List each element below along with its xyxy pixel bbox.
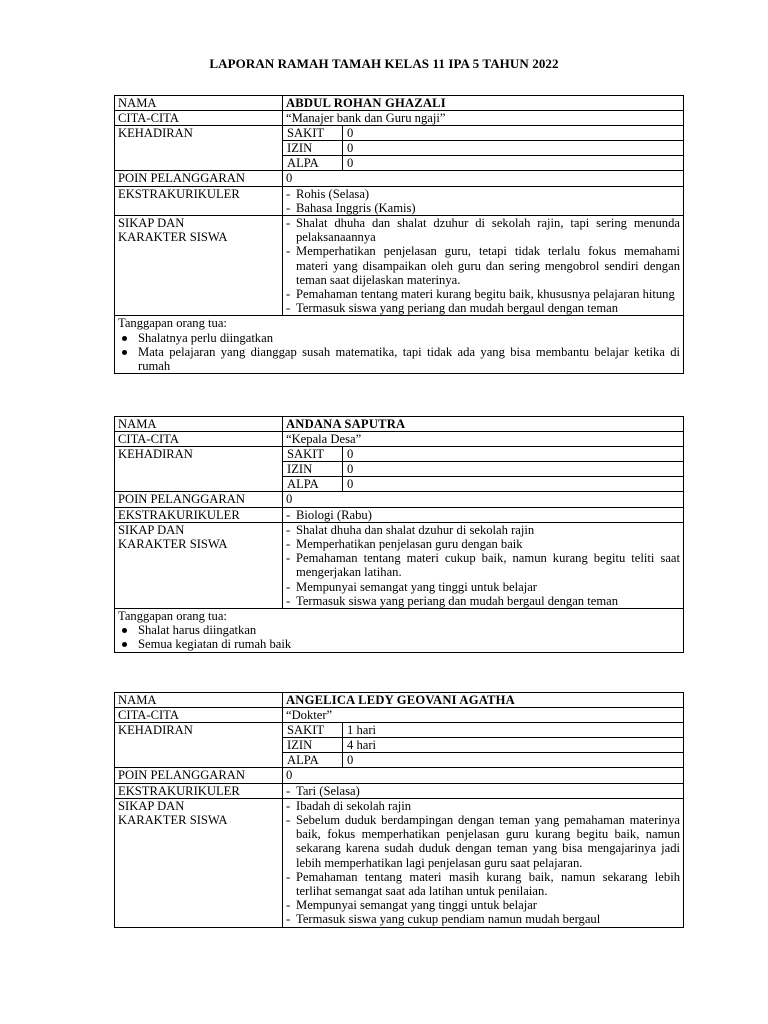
student-card <box>114 692 684 928</box>
ekstra-cell <box>283 507 684 522</box>
label-poin: POIN PELANGGARAN <box>115 171 283 186</box>
label-sikap: SIKAP DAN KARAKTER SISWA <box>115 522 283 608</box>
alpa-value: 0 <box>347 753 354 768</box>
row-cita <box>115 111 684 126</box>
row-nama <box>115 417 684 432</box>
sikap-item: - Ibadah di sekolah rajin <box>286 799 680 813</box>
sakit-value: 0 <box>343 447 684 462</box>
izin-value: 4 hari <box>343 738 684 753</box>
ekstra-cell <box>283 783 684 798</box>
report-title: LAPORAN RAMAH TAMAH KELAS 11 IPA 5 TAHUN 2022 <box>209 56 559 71</box>
tanggapan-label: Tanggapan orang tua: <box>118 316 227 331</box>
label-izin: IZIN <box>283 141 343 156</box>
label-kehadiran: KEHADIRAN <box>115 723 283 768</box>
row-tanggapan <box>115 316 684 374</box>
poin-value: 0 <box>283 492 684 507</box>
ekstra-item: - Biologi (Rabu) <box>286 508 680 522</box>
label-kehadiran: KEHADIRAN <box>115 126 283 171</box>
sakit-value: 1 hari <box>343 723 684 738</box>
kehadiran-table <box>283 447 683 491</box>
label-sakit: SAKIT <box>283 723 343 738</box>
poin-value: 0 <box>283 768 684 783</box>
sikap-cell <box>283 522 684 608</box>
kehadiran-cell <box>283 447 684 492</box>
row-ekstra <box>115 507 684 522</box>
label-nama: NAMA <box>115 417 283 432</box>
sikap-item: - Mempunyai semangat yang tinggi untuk belajar <box>286 898 680 912</box>
alpa-value: 0 <box>347 156 354 171</box>
sikap-item: - Termasuk siswa yang periang dan mudah bergaul dengan teman <box>286 301 680 315</box>
label-alpa: ALPA <box>283 753 343 768</box>
row-poin <box>115 171 684 186</box>
ekstra-item: - Tari (Selasa) <box>286 784 680 798</box>
izin-value: 0 <box>343 141 684 156</box>
student-card <box>114 95 684 374</box>
label-sikap: SIKAP DAN KARAKTER SISWA <box>115 798 283 927</box>
sikap-item: - Termasuk siswa yang periang dan mudah bergaul dengan teman <box>286 594 680 608</box>
row-nama <box>115 96 684 111</box>
label-nama: NAMA <box>115 693 283 708</box>
tanggapan-item: Shalatnya perlu diingatkan <box>118 331 680 345</box>
row-kehadiran <box>115 447 684 492</box>
tanggapan-item: Mata pelajaran yang dianggap susah matematika, tapi tidak ada yang bisa membantu belajar ketika di rumah <box>118 345 680 373</box>
sakit-value: 0 <box>343 126 684 141</box>
sikap-item: - Pemahaman tentang materi kurang begitu baik, khususnya pelajaran hitung <box>286 287 680 301</box>
row-nama <box>115 693 684 708</box>
poin-value: 0 <box>283 171 684 186</box>
label-sakit: SAKIT <box>283 447 343 462</box>
tanggapan-item: Shalat harus diingatkan <box>118 623 680 637</box>
sikap-item: - Pemahaman tentang materi cukup baik, namun kurang begitu teliti saat mengerjakan latihan. <box>286 551 680 579</box>
ekstra-item: - Bahasa Inggris (Kamis) <box>286 201 680 215</box>
row-poin <box>115 492 684 507</box>
row-kehadiran <box>115 126 684 171</box>
row-ekstra <box>115 783 684 798</box>
student-name: ANGELICA LEDY GEOVANI AGATHA <box>283 693 684 708</box>
student-card <box>114 416 684 653</box>
label-izin: IZIN <box>283 738 343 753</box>
sikap-cell <box>283 216 684 316</box>
label-nama: NAMA <box>115 96 283 111</box>
ekstra-cell <box>283 186 684 215</box>
row-cita <box>115 432 684 447</box>
student-name: ANDANA SAPUTRA <box>283 417 684 432</box>
cita-value: “Kepala Desa” <box>283 432 684 447</box>
kehadiran-cell <box>283 723 684 768</box>
cita-value: “Manajer bank dan Guru ngaji” <box>283 111 684 126</box>
label-poin: POIN PELANGGARAN <box>115 768 283 783</box>
label-cita: CITA-CITA <box>115 708 283 723</box>
row-cita <box>115 708 684 723</box>
sikap-item: - Shalat dhuha dan shalat dzuhur di sekolah rajin <box>286 523 680 537</box>
label-alpa: ALPA <box>283 477 343 492</box>
row-tanggapan <box>115 609 684 653</box>
sikap-item: - Memperhatikan penjelasan guru dengan baik <box>286 537 680 551</box>
kehadiran-cell <box>283 126 684 171</box>
row-sikap <box>115 522 684 608</box>
student-name: ABDUL ROHAN GHAZALI <box>283 96 684 111</box>
sikap-item: - Shalat dhuha dan shalat dzuhur di sekolah rajin, tapi sering menunda pelaksanaannya <box>286 216 680 244</box>
label-kehadiran: KEHADIRAN <box>115 447 283 492</box>
sikap-item: - Memperhatikan penjelasan guru, tetapi tidak terlalu fokus memahami materi yang disampaikan oleh guru dan sering mengobrol sendiri dengan teman saat dijelaskan materinya. <box>286 244 680 287</box>
sikap-item: - Pemahaman tentang materi masih kurang baik, namun sekarang lebih terlihat semangat saat ada latihan untuk penilaian. <box>286 870 680 898</box>
row-sikap <box>115 216 684 316</box>
sikap-item: - Termasuk siswa yang cukup pendiam namun mudah bergaul <box>286 912 680 926</box>
sikap-item: - Mempunyai semangat yang tinggi untuk belajar <box>286 580 680 594</box>
row-ekstra <box>115 186 684 215</box>
kehadiran-table <box>283 126 683 170</box>
sikap-item: - Sebelum duduk berdampingan dengan teman yang pemahaman materinya baik, fokus memperhatikan penjelasan guru kurang begitu baik, namun sekarang karena sudah duduk dengan teman yang bisa mengajarinya jadi lebih memperhatikan lagi penjelasan guru saat pelajaran. <box>286 813 680 870</box>
sikap-cell <box>283 798 684 927</box>
tanggapan-cell <box>115 316 684 374</box>
ekstra-item: - Rohis (Selasa) <box>286 187 680 201</box>
alpa-value: 0 <box>347 477 354 492</box>
label-izin: IZIN <box>283 462 343 477</box>
label-sikap: SIKAP DAN KARAKTER SISWA <box>115 216 283 316</box>
label-ekstra: EKSTRAKURIKULER <box>115 186 283 215</box>
tanggapan-item: Semua kegiatan di rumah baik <box>118 637 680 651</box>
tanggapan-label: Tanggapan orang tua: <box>118 609 227 624</box>
label-ekstra: EKSTRAKURIKULER <box>115 783 283 798</box>
label-sakit: SAKIT <box>283 126 343 141</box>
kehadiran-table <box>283 723 683 767</box>
row-poin <box>115 768 684 783</box>
tanggapan-cell <box>115 609 684 653</box>
izin-value: 0 <box>343 462 684 477</box>
label-ekstra: EKSTRAKURIKULER <box>115 507 283 522</box>
row-kehadiran <box>115 723 684 768</box>
label-cita: CITA-CITA <box>115 432 283 447</box>
cita-value: “Dokter” <box>283 708 684 723</box>
row-sikap <box>115 798 684 927</box>
label-alpa: ALPA <box>283 156 343 171</box>
label-cita: CITA-CITA <box>115 111 283 126</box>
label-poin: POIN PELANGGARAN <box>115 492 283 507</box>
